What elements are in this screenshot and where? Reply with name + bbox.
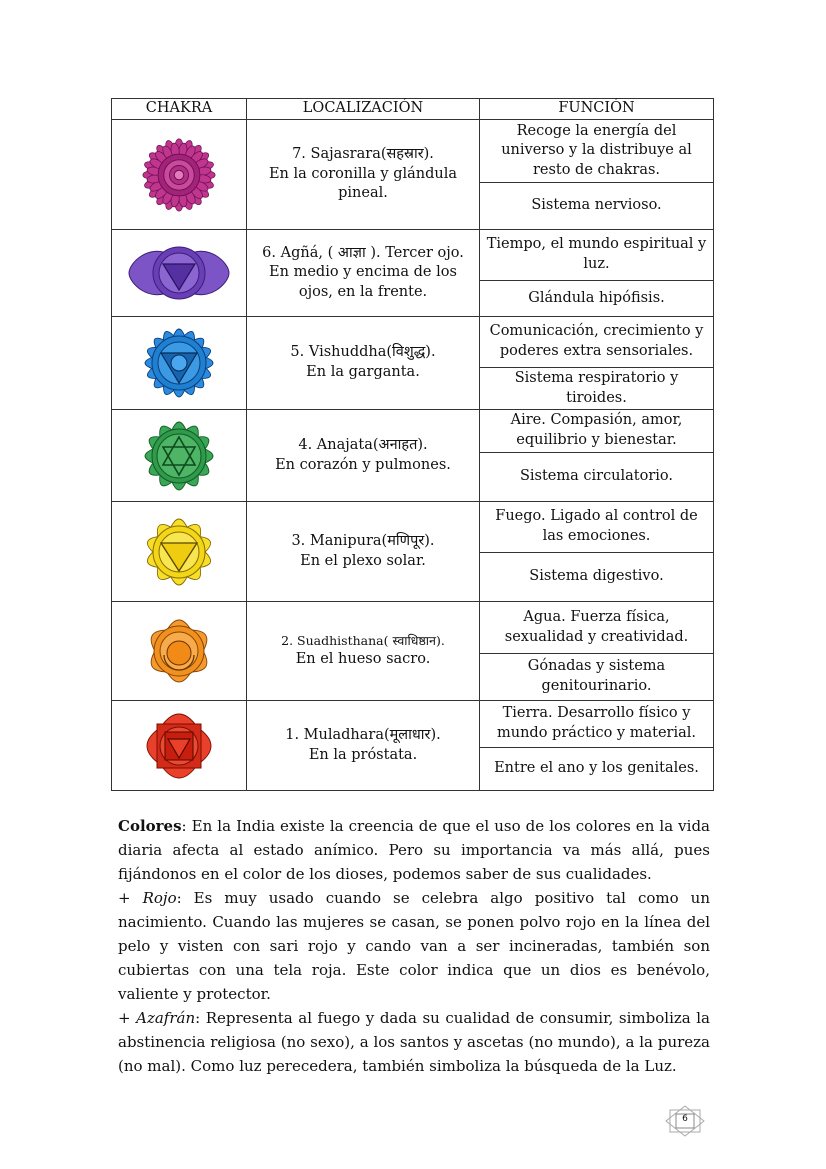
table-row [112,701,714,748]
page-number-badge [664,1105,706,1137]
table-header-row [112,99,714,120]
azafran-label: Azafrán [136,1009,196,1027]
vishuddha-chakra-icon [112,317,247,410]
header-localizacion: LOCALIZACIÓN [247,99,480,120]
table-row [112,120,714,183]
anahata-chakra-icon [112,410,247,502]
chakra-function-2: Agua. Fuerza física, sexualidad y creatividad. [480,602,714,654]
ajna-chakra-icon [112,230,247,317]
body-text [118,814,710,1078]
paragraph-colores [118,814,710,886]
rojo-label: Rojo [142,889,177,907]
chakra-place-3: En el plexo solar. [300,552,426,569]
chakra-location-1 [247,701,480,791]
lotus-petal [147,730,157,762]
chakra-location-4 [247,410,480,502]
chakra-place-5: En la garganta. [306,364,420,380]
chakra-function-6: Tiempo, el mundo espiritual y luz. [480,230,714,281]
paragraph-rojo: + Rojo: Es muy usado cuando se celebra algo positivo tal como un nacimiento. Cuando las mujeres se casan, se ponen polvo rojo en la línea del pelo y visten con sari rojo y cando van a ser incineradas, también son cubiertas con una tela roja. Este color indica que un dios es benévolo, valiente y protector. [118,889,710,1003]
table-row [112,410,714,453]
chakra-location-5 [247,317,480,410]
table-row [112,317,714,368]
chakra-location-3 [247,502,480,602]
chakra-place-1: En la próstata. [308,746,418,763]
sahasrara-chakra-icon [112,120,247,230]
rojo-text: : Es muy usado cuando se celebra algo positivo tal como un nacimiento. Cuando las mujeres se casan, se ponen polvo rojo en la línea del pelo y visten con sari rojo y cando van a ser incineradas, también son cubiertas con una tela roja. Este color indica que un dios es benévolo, valiente y protector. [118,889,710,1003]
chakra-location-2 [247,602,480,701]
chakra-system-3: Sistema digestivo. [480,553,714,602]
chakra-place-4: En corazón y pulmones. [275,456,451,473]
header-funcion: FUNCIÓN [480,99,714,120]
chakra-system-7: Sistema nervioso. [480,183,714,230]
paragraph-azafran: + Azafrán: Representa al fuego y dada su cualidad de consumir, simboliza la abstinencia religiosa (no sexo), a los santos y ascetas (no mundo), a la pureza (no mal). Como luz perecedera, también simboliza la búsqueda de la Luz. [118,1009,710,1075]
colores-label: Colores [118,817,182,835]
chakra-name-6: 6. Agñá, ( आज्ञा ). Tercer ojo. [262,244,464,261]
chakra-function-7: Recoge la energía del universo y la distribuye al resto de chakras. [480,120,714,183]
chakra-name-3: 3. Manipura(मणिपूर). [291,532,435,549]
table-row [112,602,714,654]
svadhisthana-chakra-icon [112,602,247,701]
chakra-name-4: 4. Anajata(अनाहत). [298,436,428,453]
chakra-function-3: Fuego. Ligado al control de las emociones. [480,502,714,553]
chakra-location-7 [247,120,480,230]
chakra-system-4: Sistema circulatorio. [480,453,714,502]
colores-text: : En la India existe la creencia de que el uso de los colores en la vida diaria afecta al estado anímico. Pero su importancia va más allá, pues fijándonos en el color de los dioses, podemos saber de sus cualidades. [118,817,710,883]
header-chakra: CHAKRA [112,99,247,120]
lotus-petal [163,714,195,724]
chakra-function-4: Aire. Compasión, amor, equilibrio y bienestar. [480,410,714,453]
azafran-text: : Representa al fuego y dada su cualidad de consumir, simboliza la abstinencia religiosa (no sexo), a los santos y ascetas (no mundo), a la pureza (no mal). Como luz perecedera, también simboliza la búsqueda de la Luz. [118,1009,710,1075]
chakra-place-7: En la coronilla y glándula pineal. [268,165,458,202]
lotus-petal [163,768,195,778]
chakra-system-5: Sistema respiratorio y tiroides. [480,368,714,410]
chakra-name-5: 5. Vishuddha(विशुद्ध). [290,344,436,361]
table-row [112,230,714,281]
muladhara-chakra-icon [112,701,247,791]
chakra-system-6: Glándula hipófisis. [480,281,714,317]
chakra-table [111,98,714,791]
chakra-place-6: En medio y encima de los ojos, en la frente. [269,264,457,300]
table-row [112,502,714,553]
chakra-function-5: Comunicación, crecimiento y poderes extra sensoriales. [480,317,714,368]
chakra-name-2: 2. Suadhisthana( स्वाधिष्ठान). [281,632,445,648]
chakra-system-1: Entre el ano y los genitales. [480,748,714,791]
chakra-place-2: En el hueso sacro. [295,650,431,667]
manipura-chakra-icon [112,502,247,602]
chakra-name-7: 7. Sajasrara(सहस्रार). [292,146,434,163]
page-number: 6 [682,1114,688,1124]
chakra-location-6 [247,230,480,317]
lotus-petal [201,730,211,762]
chakra-function-1: Tierra. Desarrollo físico y mundo práctico y material. [480,701,714,748]
chakra-system-2: Gónadas y sistema genitourinario. [480,654,714,701]
chakra-name-1: 1. Muladhara(मूलाधार). [285,726,441,743]
